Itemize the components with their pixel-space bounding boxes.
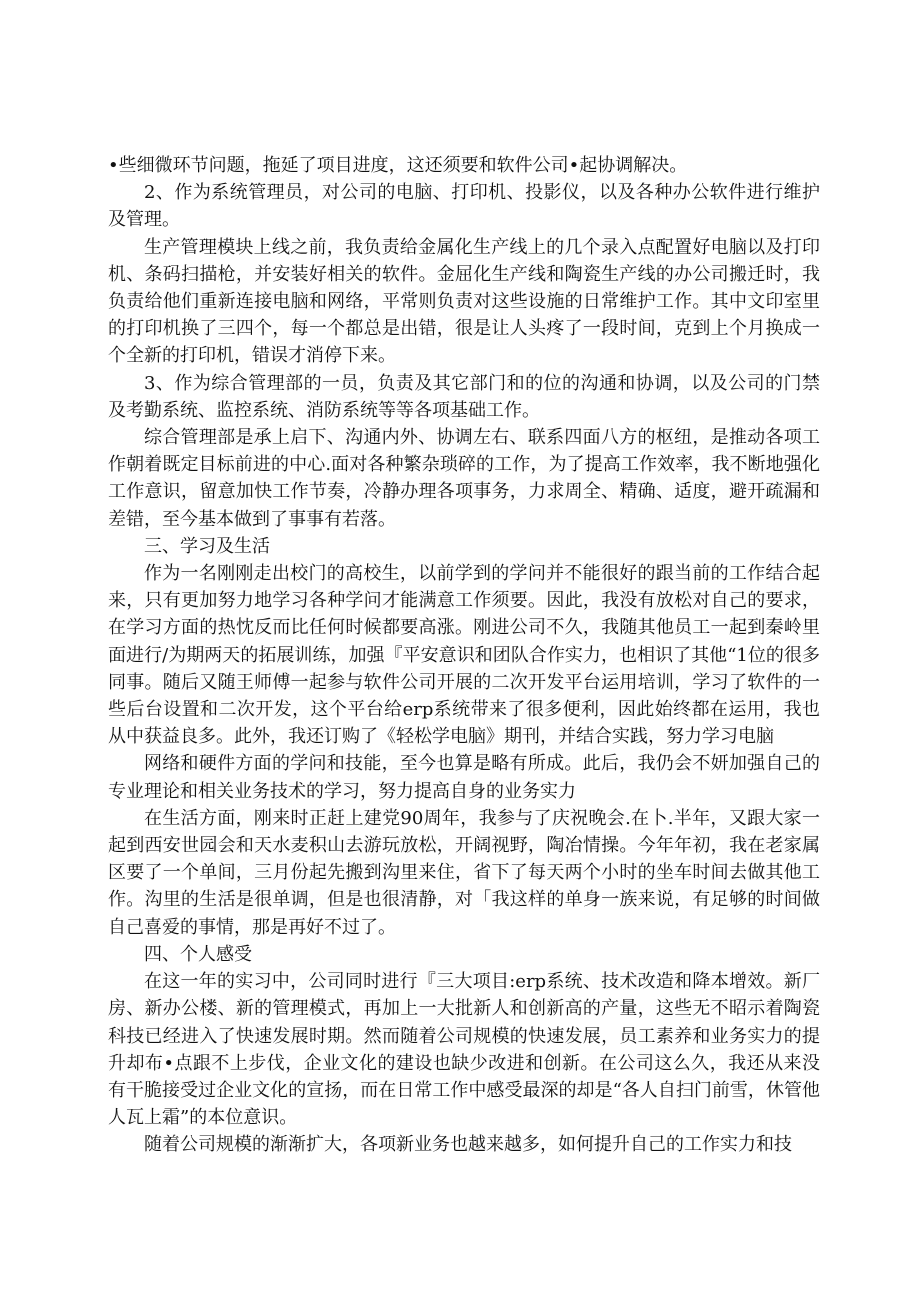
paragraph: 网络和硬件方面的学问和技能，至今也算是略有所成。此后，我仍会不妍加强自己的专业理论和相关业务技术的学习，努力提高自身的业务实力 [108,753,820,802]
paragraph: 作为一名刚刚走出校门的高校生，以前学到的学问并不能很好的跟当前的工作结合起来，只有更加努力地学习各种学问才能满意工作须要。因此，我没有放松对自己的要求，在学习方面的热忱反而比任何时候都要高涨。刚进公司不久，我随其他员工一起到秦岭里面进行/为期两天的拓展训练，加强『平安意识和团队合作实力，也相识了其他“1位的很多同事。随后又随王师傅一起参与软件公司开展的二次开发平台运用培训，学习了软件的一些后台设置和二次开发，这个平台给erp系统带来了很多便利，因此始终都在运用，我也从中获益良多。此外，我还订购了《轻松学电脑》期刊，并结合实践，努力学习电脑 [108,563,820,748]
paragraph: 2、作为系统管理员，对公司的电脑、打印机、投影仪，以及各种办公软件进行维护及管理。 [108,182,820,231]
paragraph: 在生活方面，刚来时正赶上建党90周年，我参与了庆祝晚会.在卜.半年，又跟大家一起到西安世园会和天水麦积山去游玩放松，开阔视野，陶冶情操。今年年初，我在老家属区要了一个单间，三月份起先搬到沟里来住，省下了每天两个小时的坐车时间去做其他工作。沟里的生活是很单调，但是也很清静，对「我这样的单身一族来说，有足够的时间做自己喜爱的事情，那是再好不过了。 [108,807,820,938]
paragraph: 生产管理模块上线之前，我负责给金属化生产线上的几个录入点配置好电脑以及打印机、条码扫描枪，并安装好相关的软件。金屈化生产线和陶瓷生产线的办公司搬迁时，我负责给他们重新连接电脑和网络，平常则负责对这些设施的日常维护工作。其中文印室里的打印机换了三四个，每一个都总是出错，很是让人头疼了一段时间，克到上个月换成一个全新的打印机，错误才消停下来。 [108,236,820,367]
paragraph: 随着公司规模的渐渐扩大，各项新业务也越来越多，如何提升自己的工作实力和技 [144,1134,792,1156]
section-heading: 四、个人感受 [144,943,252,965]
paragraph: 在这一年的实习中，公司同时进行『三大项目:erp系统、技术改造和降本增效。新厂房、新办公楼、新的管理模式，再加上一大批新人和创新高的产量，这些无不昭示着陶瓷科技已经进入了快速发展时期。然而随着公司规模的快速发展，员工素养和业务实力的提升却布•点跟不上步伐，企业文化的建设也缺少改进和创新。在公司这么久，我还从来没有干脆接受过企业文化的宣扬，而在日常工作中感受最深的却是“各人自扫门前雪，休管他人瓦上霜”的本位意识。 [108,971,820,1129]
paragraph: 综合管理部是承上启下、沟通内外、协调左右、联系四面八方的枢纽，是推动各项工作朝着既定目标前进的中心.面对各种繁杂琐碎的工作，为了提高工作效率，我不断地强化工作意识，留意加快工作节奏，冷静办理各项事务，力求周全、精确、适度，避开疏漏和差错，至今基本做到了事事有若落。 [108,427,820,530]
section-heading: 三、学习及生活 [144,535,270,557]
paragraph: 3、作为综合管理部的一员，负责及其它部门和的位的沟通和协调，以及公司的门禁及考勤系统、监控系统、消防系统等等各项基础工作。 [108,372,820,421]
document-body [108,152,820,1159]
paragraph: •些细微环节问题，拖延了项目进度，这还须要和软件公司•起协调解决。 [108,155,688,176]
